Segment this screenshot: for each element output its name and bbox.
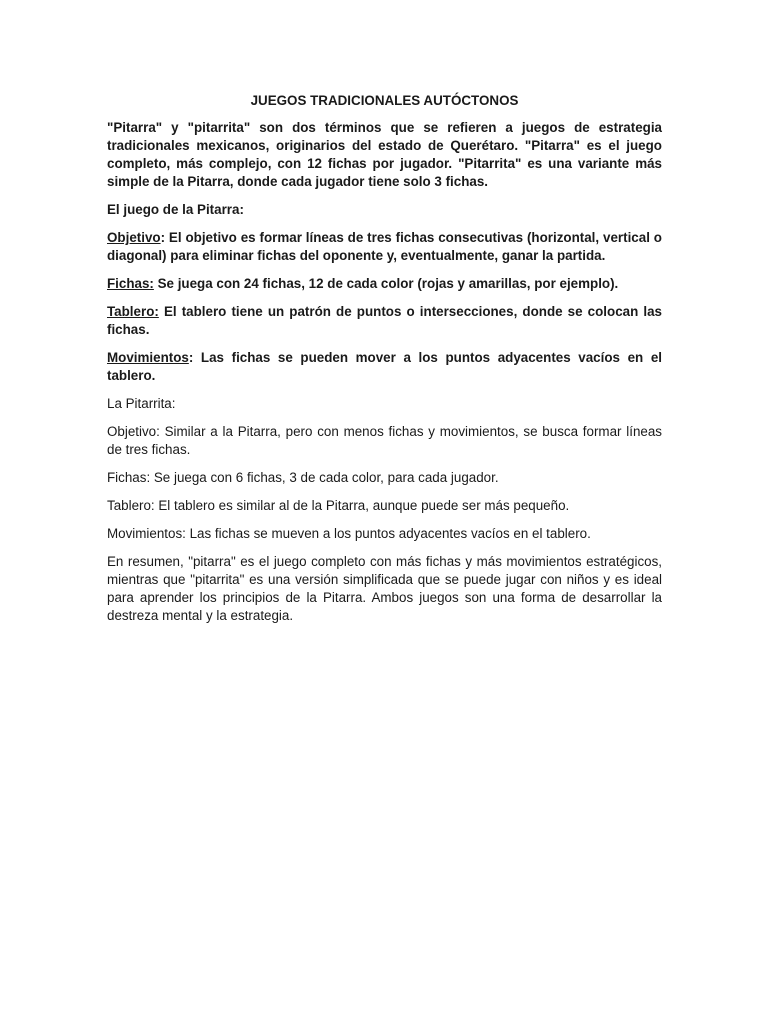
- pitarra-fichas-label: Fichas:: [107, 276, 154, 291]
- pitarrita-objetivo: Objetivo: Similar a la Pitarra, pero con menos fichas y movimientos, se busca formar líneas de tres fichas.: [107, 424, 662, 457]
- pitarra-tablero: [107, 303, 662, 339]
- pitarrita-tablero: Tablero: El tablero es similar al de la Pitarra, aunque puede ser más pequeño.: [107, 498, 570, 513]
- pitarra-tablero-text: El tablero tiene un patrón de puntos o intersecciones, donde se colocan las fichas.: [107, 304, 662, 337]
- pitarra-movimientos-text: : Las fichas se pueden mover a los puntos adyacentes vacíos en el tablero.: [107, 350, 662, 383]
- pitarra-objetivo-text: : El objetivo es formar líneas de tres fichas consecutivas (horizontal, vertical o diagonal) para eliminar fichas del oponente y, eventualmente, ganar la partida.: [107, 230, 662, 263]
- intro-paragraph: "Pitarra" y "pitarrita" son dos términos que se refieren a juegos de estrategia tradicionales mexicanos, originarios del estado de Querétaro. "Pitarra" es el juego completo, más complejo, con 12 fichas por jugador. "Pitarrita" es una variante más simple de la Pitarra, donde cada jugador tiene solo 3 fichas.: [107, 120, 662, 189]
- pitarra-movimientos: [107, 349, 662, 385]
- document-title: JUEGOS TRADICIONALES AUTÓCTONOS: [250, 93, 519, 108]
- pitarrita-fichas: Fichas: Se juega con 6 fichas, 3 de cada color, para cada jugador.: [107, 470, 499, 485]
- pitarra-objetivo-label: Objetivo: [107, 230, 161, 245]
- pitarrita-heading: La Pitarrita:: [107, 396, 176, 411]
- summary-paragraph: En resumen, "pitarra" es el juego completo con más fichas y más movimientos estratégicos, mientras que "pitarrita" es una versión simplificada que se puede jugar con niños y es ideal para aprender los principios de la Pitarra. Ambos juegos son una forma de desarrollar la destreza mental y la estrategia.: [107, 554, 662, 623]
- pitarra-heading: El juego de la Pitarra:: [107, 202, 244, 217]
- pitarra-fichas: [107, 275, 662, 293]
- pitarra-tablero-label: Tablero:: [107, 304, 159, 319]
- pitarra-objetivo: [107, 229, 662, 265]
- pitarra-fichas-text: Se juega con 24 fichas, 12 de cada color (rojas y amarillas, por ejemplo).: [153, 276, 619, 291]
- pitarra-movimientos-label: Movimientos: [107, 350, 189, 365]
- pitarrita-movimientos: Movimientos: Las fichas se mueven a los puntos adyacentes vacíos en el tablero.: [107, 526, 591, 541]
